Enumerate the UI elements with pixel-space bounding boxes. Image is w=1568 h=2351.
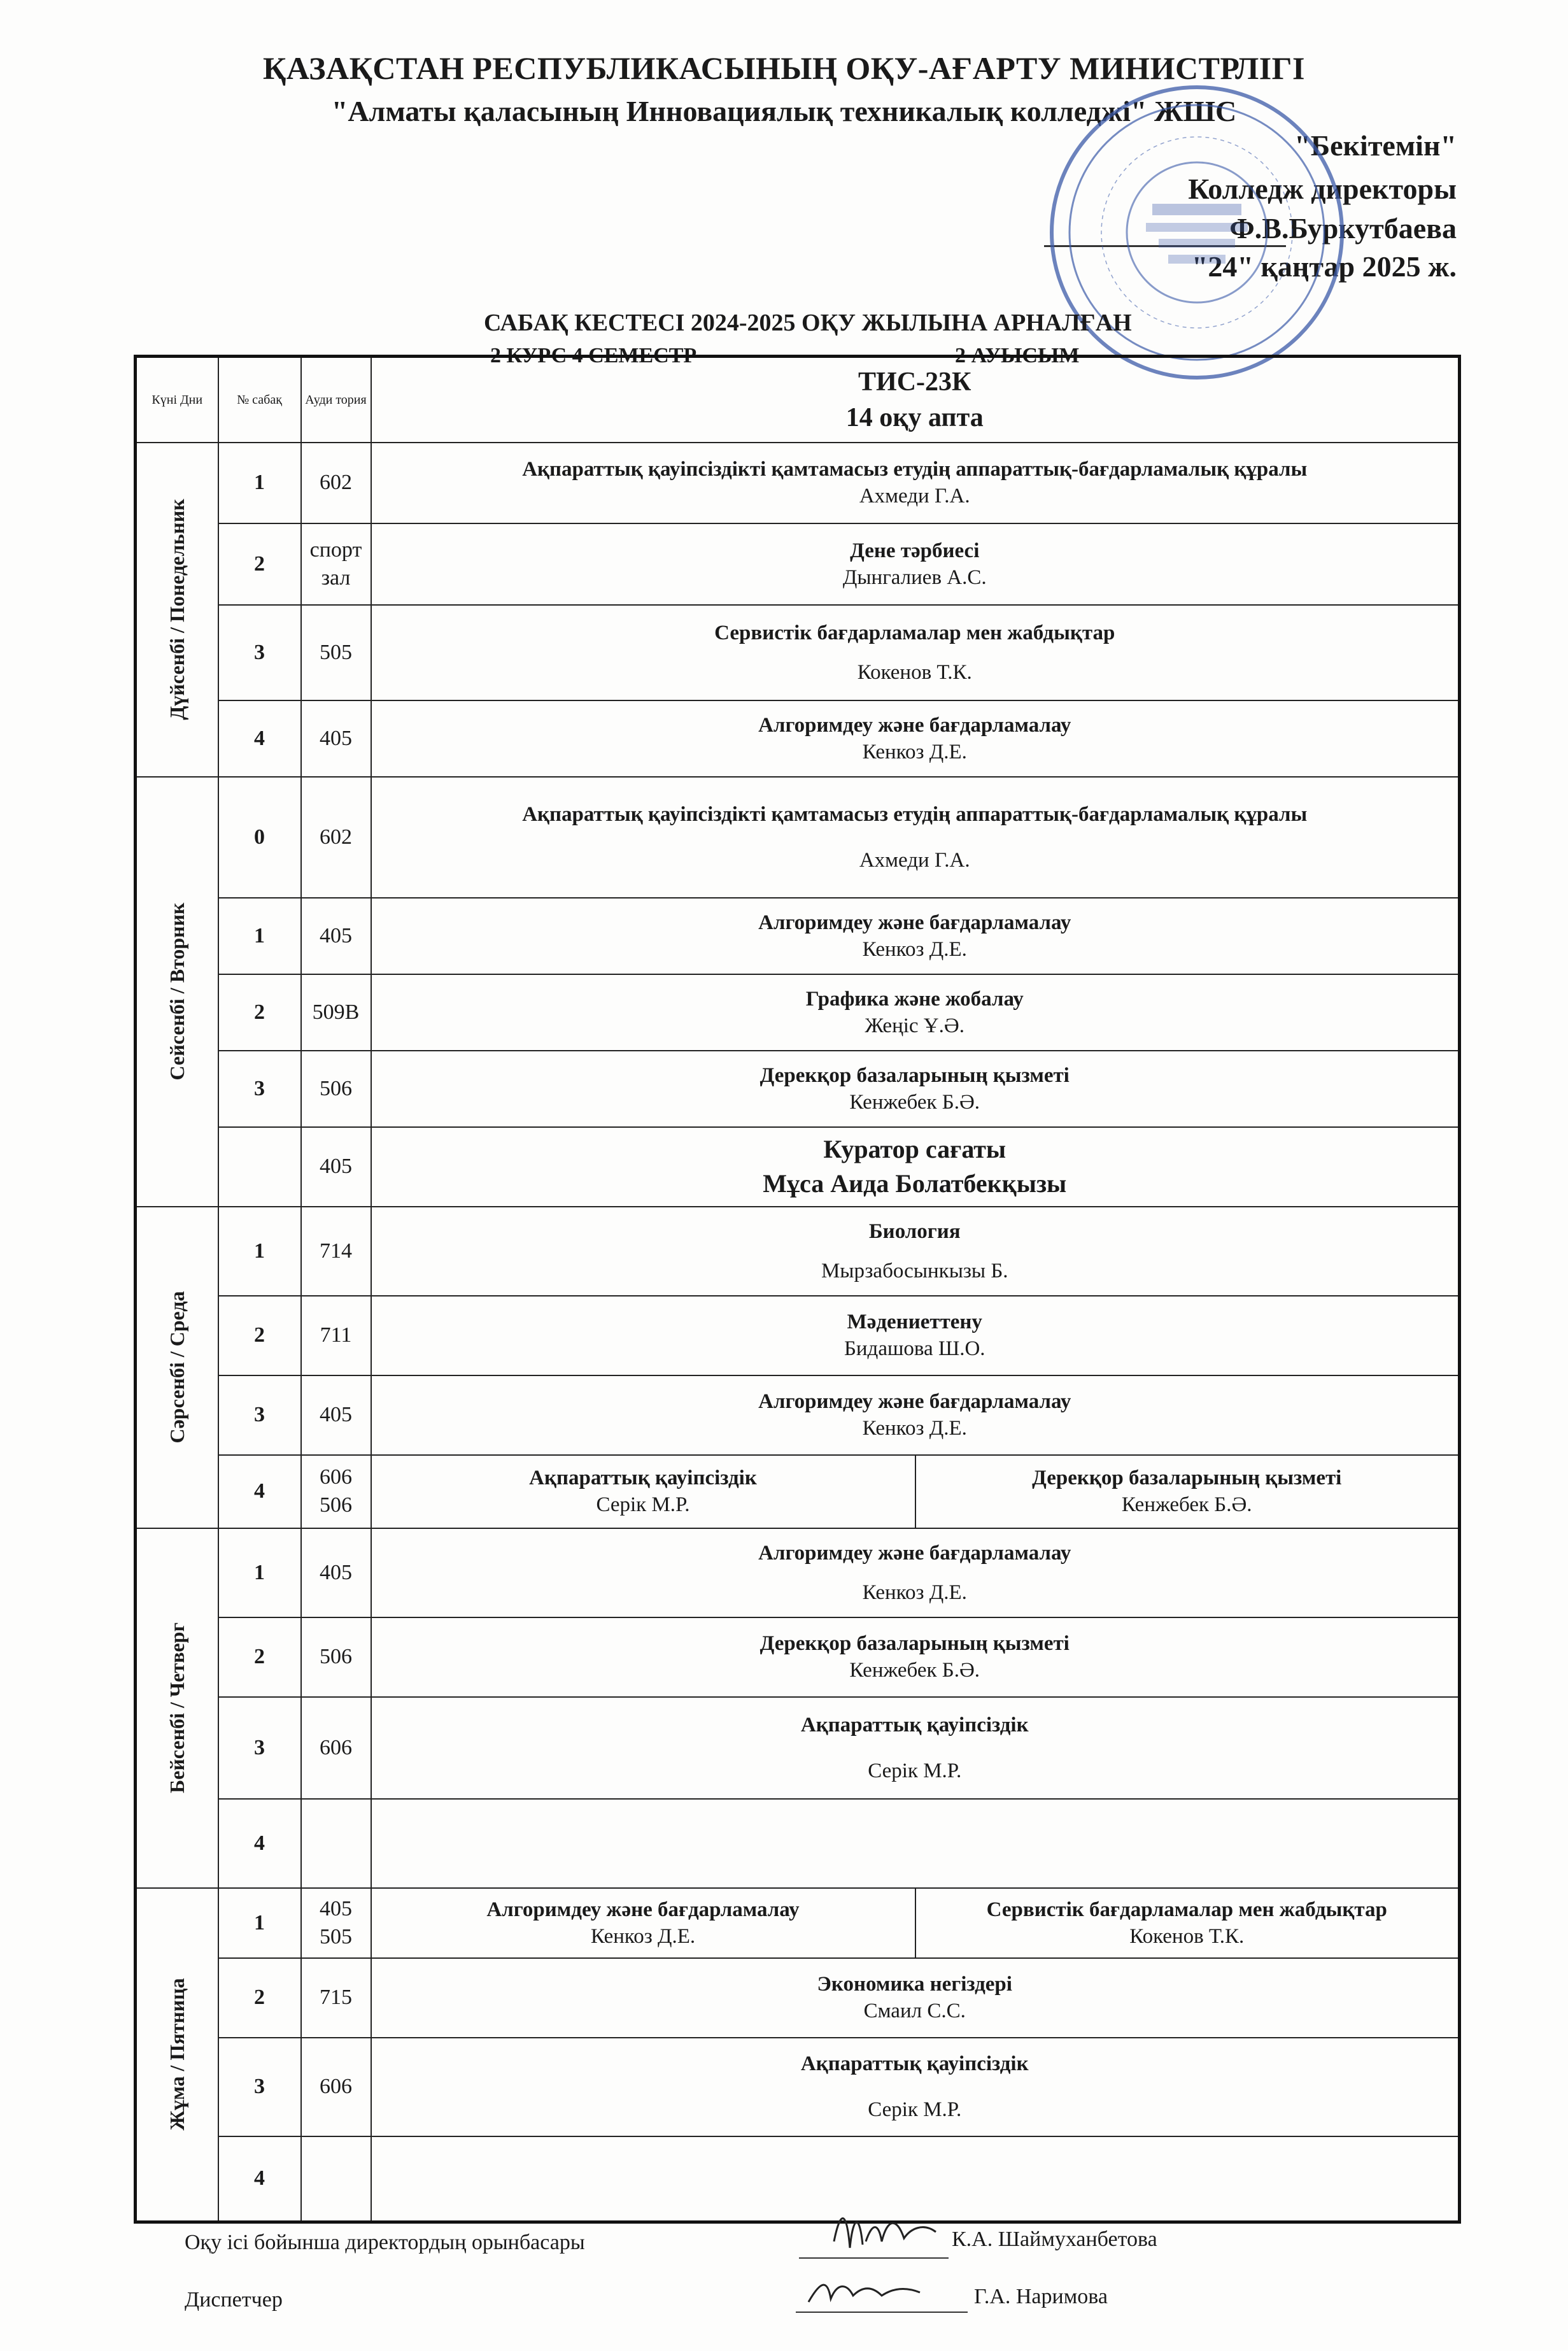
day-tuesday: Сейсенбі / Вторник xyxy=(136,777,218,1207)
room: 711 xyxy=(301,1296,371,1375)
lesson-number: 1 xyxy=(218,1207,301,1296)
subject: Сервистік бағдарламалар мен жабдықтар xyxy=(714,621,1115,644)
group-name: ТИС-23К xyxy=(858,367,971,397)
teacher: Серік М.Р. xyxy=(868,2098,962,2121)
room xyxy=(301,1799,371,1888)
table-row xyxy=(136,523,1460,605)
table-row xyxy=(136,2136,1460,2222)
lesson-number: 0 xyxy=(218,777,301,898)
lesson-cell xyxy=(371,1697,1460,1799)
teacher: Смаил С.С. xyxy=(863,1999,966,2022)
room: 405 xyxy=(301,700,371,777)
approval-line-1: "Бекітемін" xyxy=(1294,129,1457,162)
room xyxy=(301,1888,371,1958)
room-a: 405 xyxy=(320,1896,352,1921)
room: 405 xyxy=(301,1375,371,1455)
teacher: Мырзабосынкызы Б. xyxy=(821,1259,1008,1282)
lesson-cell-a xyxy=(371,1455,915,1528)
lesson-cell xyxy=(371,443,1460,523)
dispatcher-name: Г.А. Наримова xyxy=(974,2285,1108,2308)
header-group xyxy=(371,357,1460,443)
table-row xyxy=(136,777,1460,898)
teacher: Кенкоз Д.Е. xyxy=(862,937,967,961)
table-row xyxy=(136,974,1460,1051)
teacher: Кокенов Т.К. xyxy=(1129,1924,1245,1948)
room: 715 xyxy=(301,1958,371,2038)
room: 405 xyxy=(301,898,371,974)
shift-label: 2 АУЫСЫМ xyxy=(955,344,1080,367)
lesson-number: 2 xyxy=(218,1617,301,1697)
approval-line-4: "24" қаңтар 2025 ж. xyxy=(1191,250,1457,283)
teacher: Кенкоз Д.Е. xyxy=(590,1924,696,1948)
table-row xyxy=(136,1051,1460,1127)
lesson-number: 3 xyxy=(218,605,301,700)
table-row xyxy=(136,1296,1460,1375)
table-row xyxy=(136,1888,1460,1958)
subject: Мәдениеттену xyxy=(847,1310,982,1333)
room: 509В xyxy=(301,974,371,1051)
room: 606 xyxy=(301,1697,371,1799)
room: 405 xyxy=(301,1528,371,1617)
teacher: Кенкоз Д.Е. xyxy=(862,1417,967,1440)
teacher: Кенкоз Д.Е. xyxy=(862,740,967,764)
lesson-cell xyxy=(371,1958,1460,2038)
college-name: "Алматы қаласының Инновациялық техникалық колледжі" ЖШС xyxy=(331,95,1237,127)
deputy-signature xyxy=(828,2203,942,2261)
subject: Экономика негіздері xyxy=(817,1973,1012,1996)
lesson-number: 2 xyxy=(218,1296,301,1375)
room: спорт зал xyxy=(301,523,371,605)
subject: Биология xyxy=(868,1219,961,1243)
room: 506 xyxy=(301,1051,371,1127)
teacher: Жеңіс Ұ.Ә. xyxy=(865,1014,964,1037)
teacher: Кокенов Т.К. xyxy=(857,660,972,684)
ministry-title: ҚАЗАҚСТАН РЕСПУБЛИКАСЫНЫҢ ОҚУ-АҒАРТУ МИНИСТРЛІГІ xyxy=(263,50,1305,86)
schedule-table xyxy=(134,355,1461,2224)
lesson-number: 1 xyxy=(218,1888,301,1958)
table-row xyxy=(136,1455,1460,1528)
lesson-cell xyxy=(371,523,1460,605)
week-number: 14 оқу апта xyxy=(845,402,984,432)
lesson-number: 2 xyxy=(218,523,301,605)
teacher: Ахмеди Г.А. xyxy=(859,848,970,872)
room: 506 xyxy=(301,1617,371,1697)
room-b: 505 xyxy=(320,1924,352,1949)
teacher: Бидашова Ш.О. xyxy=(844,1337,985,1360)
lesson-number: 2 xyxy=(218,1958,301,2038)
lesson-cell-a xyxy=(371,1888,915,1958)
teacher: Серік М.Р. xyxy=(868,1759,962,1782)
lesson-number: 1 xyxy=(218,898,301,974)
teacher: Кенжебек Б.Ә. xyxy=(1121,1493,1252,1516)
lesson-number: 3 xyxy=(218,1697,301,1799)
table-header-row xyxy=(136,357,1460,443)
teacher: Дынгалиев А.С. xyxy=(842,565,987,589)
subject: Ақпараттық қауіпсіздік xyxy=(800,1713,1029,1737)
subject: Сервистік бағдарламалар мен жабдықтар xyxy=(986,1898,1387,1921)
subject: Ақпараттық қауіпсіздікті қамтамасыз етудің аппараттық-бағдарламалық құралы xyxy=(522,802,1308,826)
teacher: Мұса Аида Болатбекқызы xyxy=(763,1169,1067,1198)
teacher: Серік М.Р. xyxy=(596,1493,690,1516)
day-friday: Жұма / Пятница xyxy=(136,1888,218,2222)
day-monday: Дүйсенбі / Понедельник xyxy=(136,443,218,777)
subject: Ақпараттық қауіпсіздікті қамтамасыз етудің аппараттық-бағдарламалық құралы xyxy=(522,458,1308,481)
lesson-number: 3 xyxy=(218,1051,301,1127)
table-row xyxy=(136,1127,1460,1207)
room: 714 xyxy=(301,1207,371,1296)
lesson-cell xyxy=(371,1617,1460,1697)
room-b: 506 xyxy=(320,1493,352,1517)
room xyxy=(301,1455,371,1528)
lesson-cell-b xyxy=(915,1455,1460,1528)
subject: Алгоримдеу және бағдарламалау xyxy=(758,1390,1071,1413)
lesson-cell xyxy=(371,1375,1460,1455)
subject: Дерекқор базаларының қызметі xyxy=(759,1063,1070,1087)
deputy-director-label: Оқу ісі бойынша директордың орынбасары xyxy=(185,2231,585,2254)
room: 405 xyxy=(301,1127,371,1207)
subject: Ақпараттық қауіпсіздік xyxy=(529,1467,757,1489)
table-row xyxy=(136,1697,1460,1799)
subject: Графика және жобалау xyxy=(805,987,1024,1011)
lesson-cell xyxy=(371,1207,1460,1296)
room: 602 xyxy=(301,777,371,898)
lesson-number: 4 xyxy=(218,1799,301,1888)
lesson-cell xyxy=(371,1528,1460,1617)
subject: Дерекқор базаларының қызметі xyxy=(759,1632,1070,1655)
subject: Дене тәрбиесі xyxy=(850,539,980,562)
college-stamp xyxy=(1044,80,1350,385)
lesson-cell xyxy=(371,700,1460,777)
lesson-cell xyxy=(371,1296,1460,1375)
subject: Дерекқор базаларының қызметі xyxy=(1032,1467,1342,1489)
lesson-number: 1 xyxy=(218,1528,301,1617)
table-row xyxy=(136,700,1460,777)
lesson-number: 4 xyxy=(218,1455,301,1528)
schedule-title: САБАҚ КЕСТЕСІ 2024-2025 ОҚУ ЖЫЛЫНА АРНАЛҒАН xyxy=(484,309,1132,336)
table-row xyxy=(136,605,1460,700)
table-row xyxy=(136,1958,1460,2038)
room: 602 xyxy=(301,443,371,523)
lesson-cell xyxy=(371,898,1460,974)
room xyxy=(301,2136,371,2222)
lesson-number: 4 xyxy=(218,700,301,777)
lesson-cell xyxy=(371,777,1460,898)
dispatcher-label: Диспетчер xyxy=(185,2288,283,2312)
table-row xyxy=(136,2038,1460,2136)
lesson-number: 3 xyxy=(218,1375,301,1455)
teacher: Кенкоз Д.Е. xyxy=(862,1580,967,1604)
lesson-cell-b xyxy=(915,1888,1460,1958)
table-row xyxy=(136,1528,1460,1617)
subject: Куратор сағаты xyxy=(823,1135,1006,1163)
approval-line-3: Ф.В.Буркутбаева xyxy=(1229,212,1457,245)
approval-line-2: Колледж директоры xyxy=(1188,173,1457,205)
lesson-cell xyxy=(371,1051,1460,1127)
lesson-number: 2 xyxy=(218,974,301,1051)
lesson-cell-empty xyxy=(371,1799,1460,1888)
course-semester: 2 КУРС 4 СЕМЕСТР xyxy=(490,344,697,367)
lesson-number: 4 xyxy=(218,2136,301,2222)
teacher: Кенжебек Б.Ә. xyxy=(849,1090,980,1114)
table-row xyxy=(136,1617,1460,1697)
subject: Алгоримдеу және бағдарламалау xyxy=(486,1898,800,1921)
day-wednesday: Сәрсенбі / Среда xyxy=(136,1207,218,1528)
lesson-number: 3 xyxy=(218,2038,301,2136)
lesson-cell xyxy=(371,605,1460,700)
subject: Алгоримдеу және бағдарламалау xyxy=(758,1541,1071,1565)
day-thursday: Бейсенбі / Четверг xyxy=(136,1528,218,1888)
lesson-number xyxy=(218,1127,301,1207)
room: 505 xyxy=(301,605,371,700)
header-day: Күні Дни xyxy=(136,357,218,443)
curator-cell xyxy=(371,1127,1460,1207)
table-row xyxy=(136,1799,1460,1888)
header-room: Ауди тория xyxy=(301,357,371,443)
table-row xyxy=(136,1207,1460,1296)
teacher: Ахмеди Г.А. xyxy=(859,485,970,508)
table-row xyxy=(136,1375,1460,1455)
room-a: 606 xyxy=(320,1465,352,1489)
lesson-number: 1 xyxy=(218,443,301,523)
dispatcher-signature xyxy=(802,2267,929,2315)
table-row xyxy=(136,898,1460,974)
table-row xyxy=(136,443,1460,523)
room: 606 xyxy=(301,2038,371,2136)
lesson-cell xyxy=(371,2038,1460,2136)
subject: Алгоримдеу және бағдарламалау xyxy=(758,713,1071,737)
deputy-director-name: К.А. Шаймуханбетова xyxy=(952,2227,1157,2251)
teacher: Кенжебек Б.Ә. xyxy=(849,1659,980,1682)
lesson-cell xyxy=(371,974,1460,1051)
subject: Алгоримдеу және бағдарламалау xyxy=(758,911,1071,934)
header-lesson-number: № сабақ xyxy=(218,357,301,443)
subject: Ақпараттық қауіпсіздік xyxy=(800,2052,1029,2075)
